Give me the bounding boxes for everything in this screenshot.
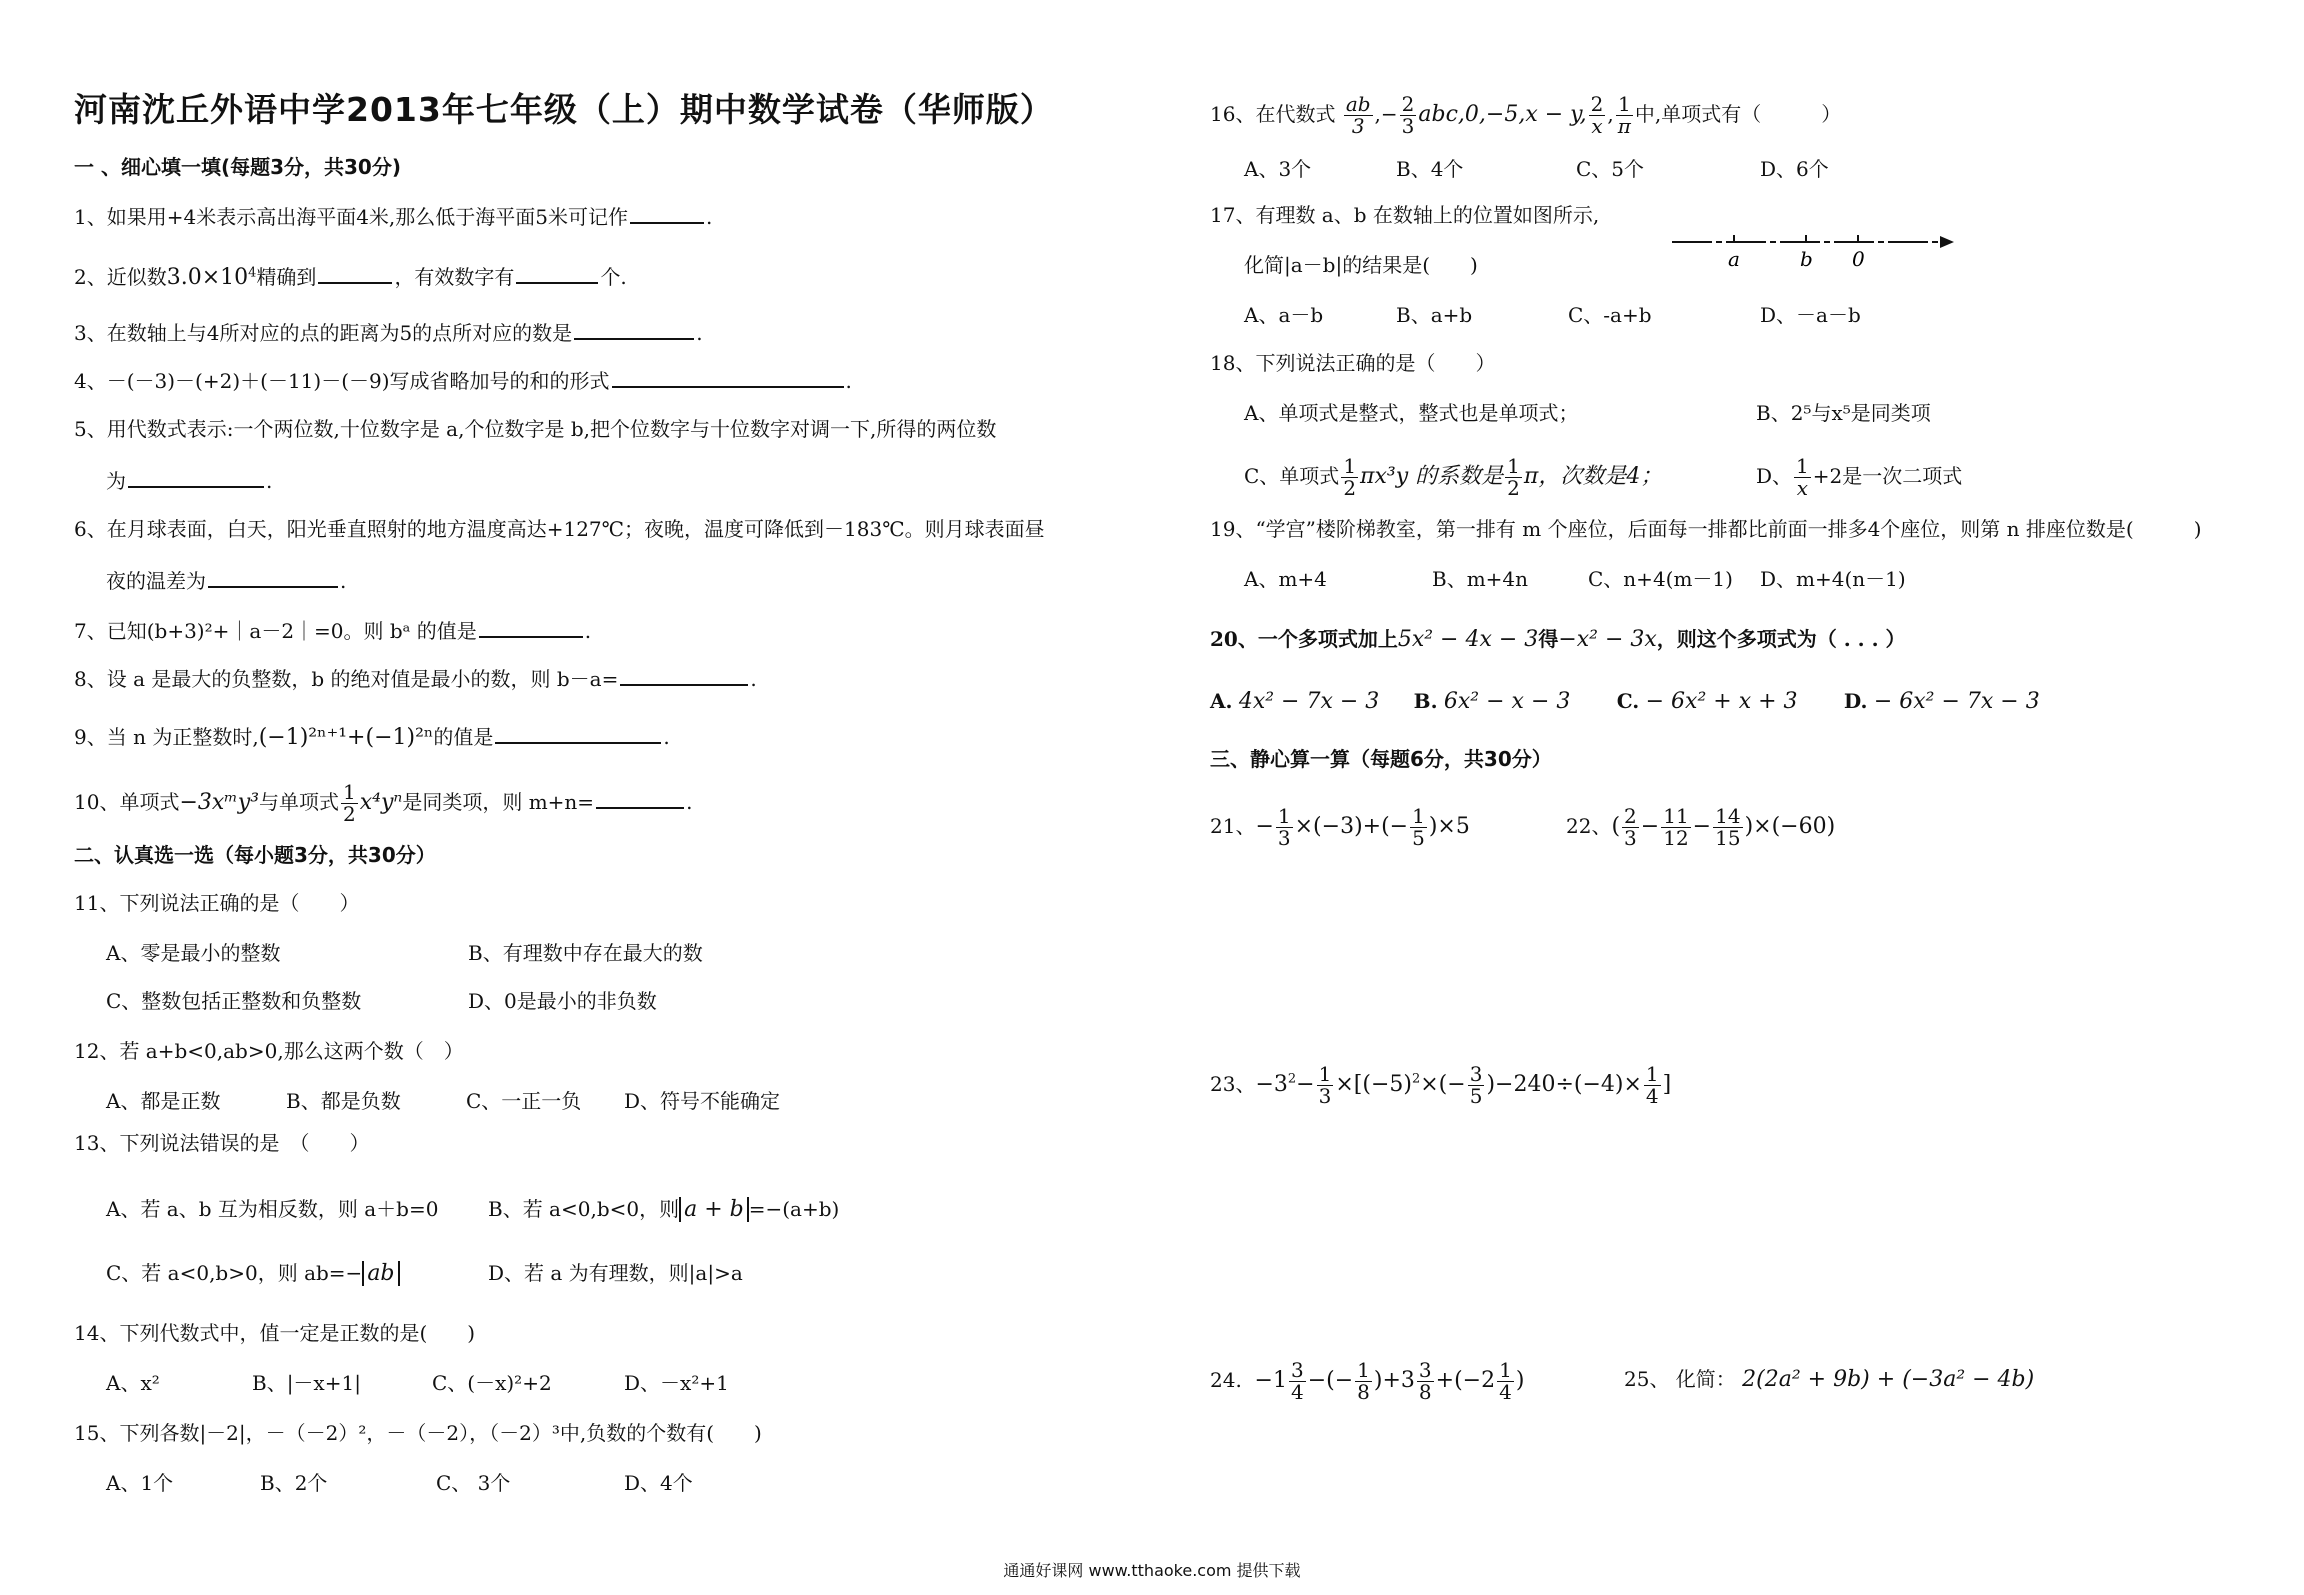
question-6-line1: 6、在月球表面，白天，阳光垂直照射的地方温度高达+127℃；夜晚，温度可降低到－183℃。则月球表面昼 [74, 517, 1045, 541]
q14-option-a: A、x² [106, 1371, 160, 1395]
label-0: 0 [1852, 247, 1865, 271]
q20-options: A. 4x² − 7x − 3 B. 6x² − x − 3 C. − 6x² + x + 3 D. − 6x² − 7x − 3 [1210, 689, 2040, 714]
q16-option-b: B、4个 [1396, 157, 1464, 181]
q19-option-a: A、m+4 [1244, 567, 1327, 591]
question-15: 15、下列各数|－2|，－（－2）²，－（－2），（－2）³中,负数的个数有( ) [74, 1421, 762, 1445]
question-14: 14、下列代数式中，值一定是正数的是( ) [74, 1321, 476, 1345]
number-line-figure [1670, 226, 1960, 276]
page-title: 河南沈丘外语中学2013年七年级（上）期中数学试卷（华师版） [74, 90, 1054, 129]
q15-option-d: D、4个 [624, 1471, 693, 1495]
question-25: 25、 化简： 2(2a² + 9b) + (−3a² − 4b) [1624, 1367, 2035, 1392]
q15-option-b: B、2个 [260, 1471, 328, 1495]
question-1: 1、如果用+4米表示高出海平面4米,那么低于海平面5米可记作 . [74, 202, 712, 230]
question-7: 7、已知(b+3)²+｜a－2｜=0。则 bᵃ 的值是 . [74, 616, 591, 644]
q19-option-b: B、m+4n [1432, 567, 1529, 591]
question-8: 8、设 a 是最大的负整数，b 的绝对值是最小的数，则 b－a= . [74, 664, 757, 692]
section-1-heading: 一 、细心填一填(每题3分，共30分) [74, 155, 401, 179]
q17-option-d: D、－a－b [1760, 303, 1861, 327]
q19-option-d: D、m+4(n－1) [1760, 567, 1906, 591]
q12-option-b: B、都是负数 [286, 1089, 401, 1113]
q15-option-a: A、1个 [106, 1471, 174, 1495]
question-3: 3、在数轴上与4所对应的点的距离为5的点所对应的数是 . [74, 318, 703, 346]
q12-option-c: C、一正一负 [466, 1089, 582, 1113]
q11-option-b: B、有理数中存在最大的数 [468, 941, 703, 965]
question-20: 20、一个多项式加上5x² − 4x − 3得−x² − 3x，则这个多项式为（ . . . ） [1210, 627, 1906, 652]
q18-option-a: A、单项式是整式，整式也是单项式； [1244, 401, 1579, 425]
question-13: 13、下列说法错误的是 （ ） [74, 1131, 370, 1155]
q13-option-c: C、若 a<0,b>0，则 ab=− ab [106, 1260, 400, 1287]
q17-option-a: A、a－b [1244, 303, 1324, 327]
q16-option-a: A、3个 [1244, 157, 1312, 181]
question-9: 9、当 n 为正整数时,(−1)²ⁿ⁺¹+(−1)²ⁿ的值是 . [74, 722, 670, 751]
q12-option-d: D、符号不能确定 [624, 1089, 781, 1113]
question-4: 4、－(－3)－(+2)＋(－11)－(－9)写成省略加号的和的形式 . [74, 366, 852, 394]
q18-option-c: C、单项式 $\frac{1}{2}$ πx³y 的系数是 $\frac{1}{2}$ π，次数是4； [1244, 454, 1663, 500]
label-b: b [1800, 247, 1813, 271]
question-22: 22、( $\frac{2}{3}$ − $\frac{11}{12}$ − $\frac{14}{15}$ )×(−60) [1566, 804, 1836, 850]
q16-option-d: D、6个 [1760, 157, 1829, 181]
q13-option-d: D、若 a 为有理数，则|a|>a [488, 1261, 743, 1285]
q18-option-d: D、 $\frac{1}{x}$ +2是一次二项式 [1756, 454, 1963, 500]
question-23: 23、$-3^2-$ $\frac{1}{3}$ $\times[(-5)^2\times(-$ $\frac{3}{5}$ )−240÷(−4)× $\frac{1}{4}$ ] [1210, 1062, 1672, 1108]
question-2: 2、近似数$3.0\times 10^4$精确到 ，有效数字有 个. [74, 262, 627, 291]
question-19: 19、“学宫”楼阶梯教室，第一排有 m 个座位，后面每一排都比前面一排多4个座位，则第 n 排座位数是( ) [1210, 517, 2202, 541]
question-18: 18、下列说法正确的是（ ） [1210, 351, 1496, 375]
q17-option-c: C、-a+b [1568, 303, 1652, 327]
q11-option-a: A、零是最小的整数 [106, 941, 281, 965]
q16-option-c: C、5个 [1576, 157, 1645, 181]
question-24: 24. −1 $\frac{3}{4}$ −(− $\frac{1}{8}$ )+3 $\frac{3}{8}$ +(−2 $\frac{1}{4}$ ) [1210, 1358, 1525, 1404]
q19-option-c: C、n+4(m－1) [1588, 567, 1733, 591]
section-3-heading: 三、静心算一算（每题6分，共30分） [1210, 747, 1552, 771]
question-16: 16、在代数式 $\frac{ab}{3}$ ,− $\frac{2}{3}$ abc,0,−5,x − y, $\frac{2}{x}$ , $\frac{1}{\pi}$ 中,单项式有（ ） [1210, 92, 1842, 138]
label-a: a [1728, 247, 1740, 271]
q13-option-a: A、若 a、b 互为相反数，则 a＋b=0 [106, 1197, 439, 1221]
question-17-line1: 17、有理数 a、b 在数轴上的位置如图所示, [1210, 203, 1600, 227]
q14-option-c: C、(－x)²+2 [432, 1371, 552, 1395]
question-11: 11、下列说法正确的是（ ） [74, 891, 360, 915]
q15-option-c: C、 3个 [436, 1471, 511, 1495]
question-5-line2: 为 . [106, 466, 272, 494]
question-21: 21、− $\frac{1}{3}$ ×(−3)+(− $\frac{1}{5}$ )×5 [1210, 804, 1470, 850]
q11-option-d: D、0是最小的非负数 [468, 989, 657, 1013]
q12-option-a: A、都是正数 [106, 1089, 221, 1113]
footer: 通通好课网 www.tthaoke.com 提供下载 [1003, 1561, 1301, 1580]
question-12: 12、若 a+b<0,ab>0,那么这两个数（ ） [74, 1039, 464, 1063]
q14-option-d: D、－x²+1 [624, 1371, 729, 1395]
q17-option-b: B、a+b [1396, 303, 1473, 327]
question-5-line1: 5、用代数式表示:一个两位数,十位数字是 a,个位数字是 b,把个位数字与十位数字对调一下,所得的两位数 [74, 417, 997, 441]
question-17-line2: 化简|a－b|的结果是( ) [1244, 253, 1478, 277]
q11-option-c: C、整数包括正整数和负整数 [106, 989, 362, 1013]
number-line-arrow [1940, 236, 1954, 248]
q18-option-b: B、2⁵与x⁵是同类项 [1756, 401, 1931, 425]
section-2-heading: 二、认真选一选（每小题3分，共30分） [74, 843, 436, 867]
question-6-line2: 夜的温差为 . [106, 566, 346, 594]
q13-option-b: B、若 a<0,b<0，则 a + b =−(a+b) [488, 1197, 840, 1222]
question-10: 10、单项式−3xᵐy³与单项式 $\frac{1}{2}$ x⁴yⁿ是同类项，则 m+n= . [74, 780, 693, 826]
q14-option-b: B、|－x+1| [252, 1371, 361, 1395]
